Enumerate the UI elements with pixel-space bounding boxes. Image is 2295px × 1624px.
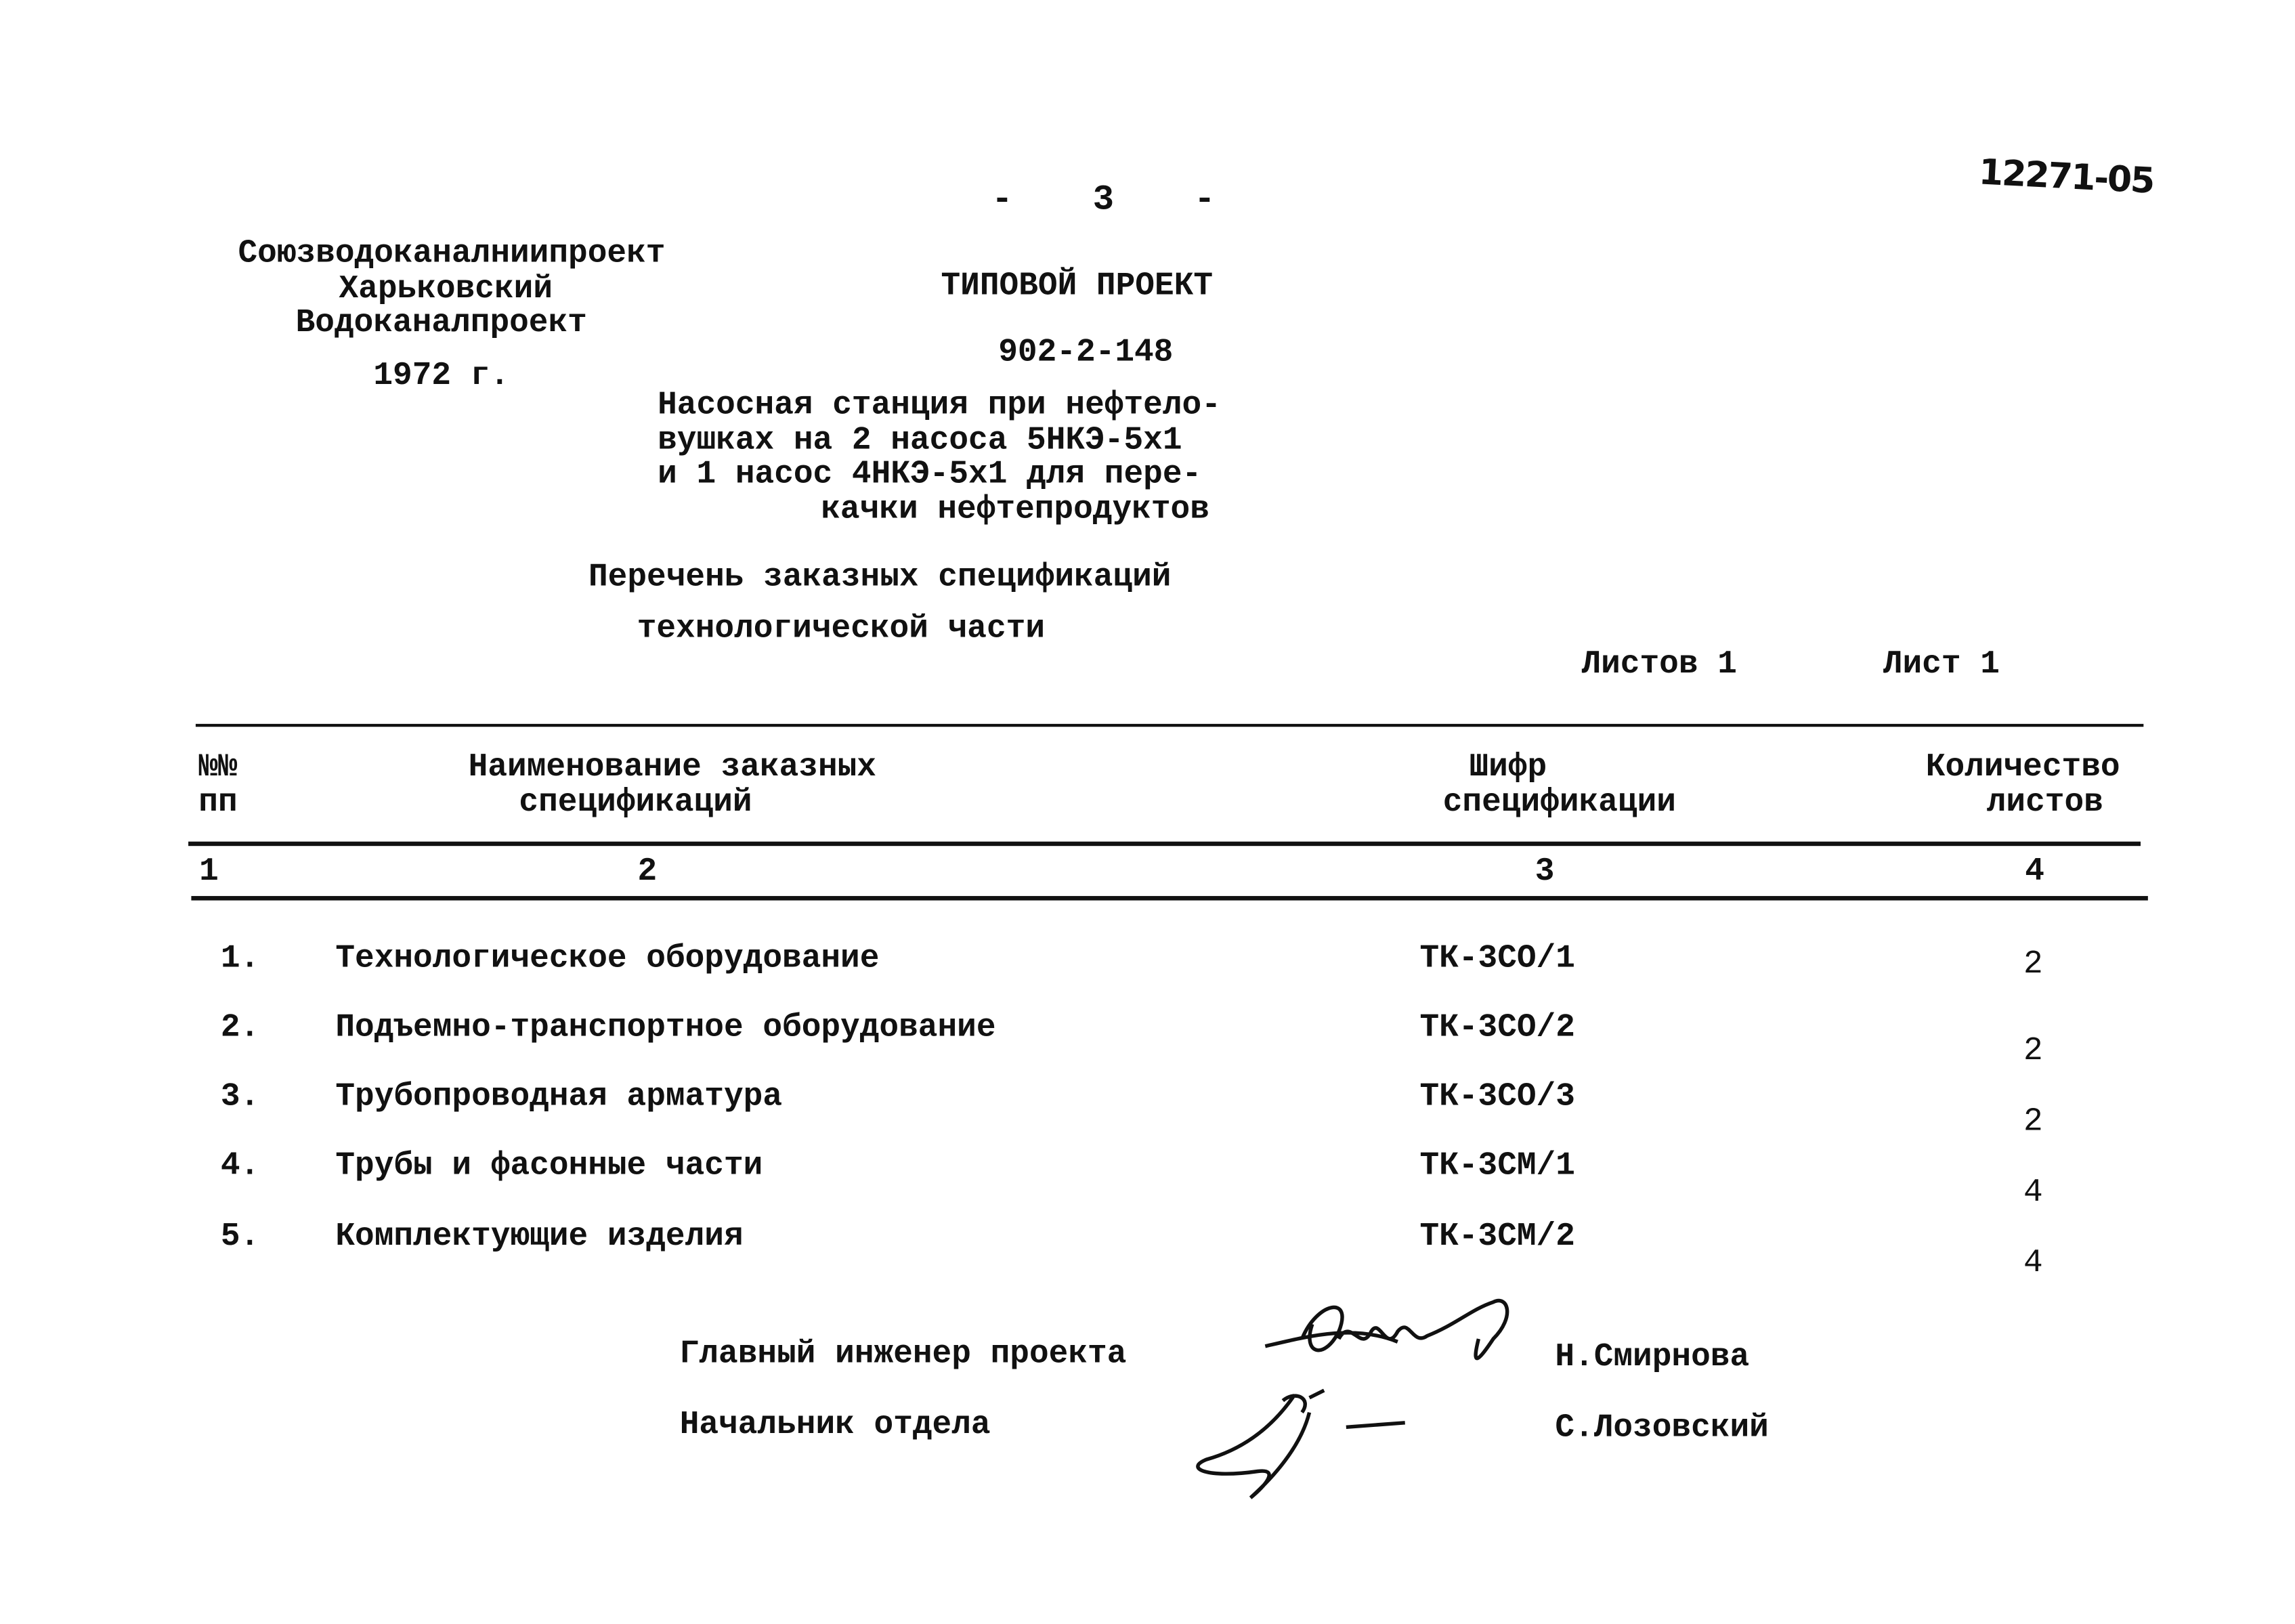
document-title-line-2: технологической части [637,610,1046,647]
document-title-line-1: Перечень заказных спецификаций [588,559,1172,596]
column-number-4: 4 [2025,853,2044,891]
column-number-3: 3 [1535,853,1555,891]
archive-number-handwritten: 12271-05 [1977,151,2155,202]
signature-role-chief-engineer: Главный инженер проекта [679,1335,1127,1373]
row-name: Трубы и фасонные части [335,1147,763,1184]
year: 1972 г. [373,357,510,395]
row-sheets: 2 [2023,1033,2043,1070]
project-description-line-3: и 1 насос 4НКЭ-5х1 для пере- [658,456,1202,493]
header-sheets-2: листов [1986,784,2103,821]
page-number: - 3 - [991,181,1245,221]
header-code-2: спецификации [1442,784,1676,821]
project-description-line-4: качки нефтепродуктов [821,491,1209,528]
signature-role-department-head: Начальник отдела [679,1406,991,1444]
row-number: 2. [220,1009,260,1046]
row-number: 5. [220,1218,260,1256]
row-name: Подъемно-транспортное оборудование [335,1009,996,1046]
signature-name-chief-engineer: Н.Смирнова [1555,1338,1750,1376]
row-name: Комплектующие изделия [335,1218,744,1256]
row-code: ТК-3СМ/2 [1419,1218,1575,1256]
column-number-2: 2 [637,853,658,891]
header-sheets-1: Количество [1925,748,2120,786]
row-number: 3. [220,1078,260,1115]
signature-department-head [1198,1390,1405,1498]
organization-line-3: Водоканалпроект [295,304,587,342]
project-description-line-2: вушках на 2 насоса 5НКЭ-5х1 [658,422,1182,459]
row-code: ТК-3СМ/1 [1419,1147,1575,1184]
row-sheets: 4 [2023,1244,2043,1282]
header-name-2: спецификаций [519,784,752,821]
project-code: 902-2-148 [998,334,1174,371]
row-sheets: 2 [2023,1103,2043,1140]
header-rule [188,842,2141,847]
header-num-2: пп [198,784,238,821]
row-code: ТК-3СО/3 [1419,1078,1575,1115]
project-type: ТИПОВОЙ ПРОЕКТ [941,268,1214,305]
row-number: 1. [220,940,260,977]
header-code-1: Шифр [1469,748,1547,786]
row-number: 4. [220,1147,260,1184]
signature-chief-engineer [1265,1301,1507,1359]
project-description-line-1: Насосная станция при нефтело- [658,387,1221,424]
table-top-rule [196,724,2143,727]
row-code: ТК-3СО/1 [1419,940,1575,977]
column-number-1: 1 [199,853,219,891]
handwritten-signatures [1177,1280,1560,1516]
header-name-1: Наименование заказных [468,748,876,786]
row-name: Технологическое оборудование [335,940,880,977]
column-number-rule [191,896,2147,901]
header-num-1: №№ [198,748,238,786]
sheets-total: Листов 1 [1581,645,1737,683]
row-sheets: 2 [2023,945,2043,983]
organization-line-1: Союзводоканалниипроект [238,235,666,272]
sheet-number: Лист 1 [1883,645,2000,683]
signature-name-department-head: С.Лозовский [1555,1409,1769,1447]
organization-line-2: Харьковский [339,270,553,308]
row-code: ТК-3СО/2 [1419,1009,1575,1046]
row-sheets: 4 [2023,1174,2043,1211]
row-name: Трубопроводная арматура [335,1078,783,1115]
